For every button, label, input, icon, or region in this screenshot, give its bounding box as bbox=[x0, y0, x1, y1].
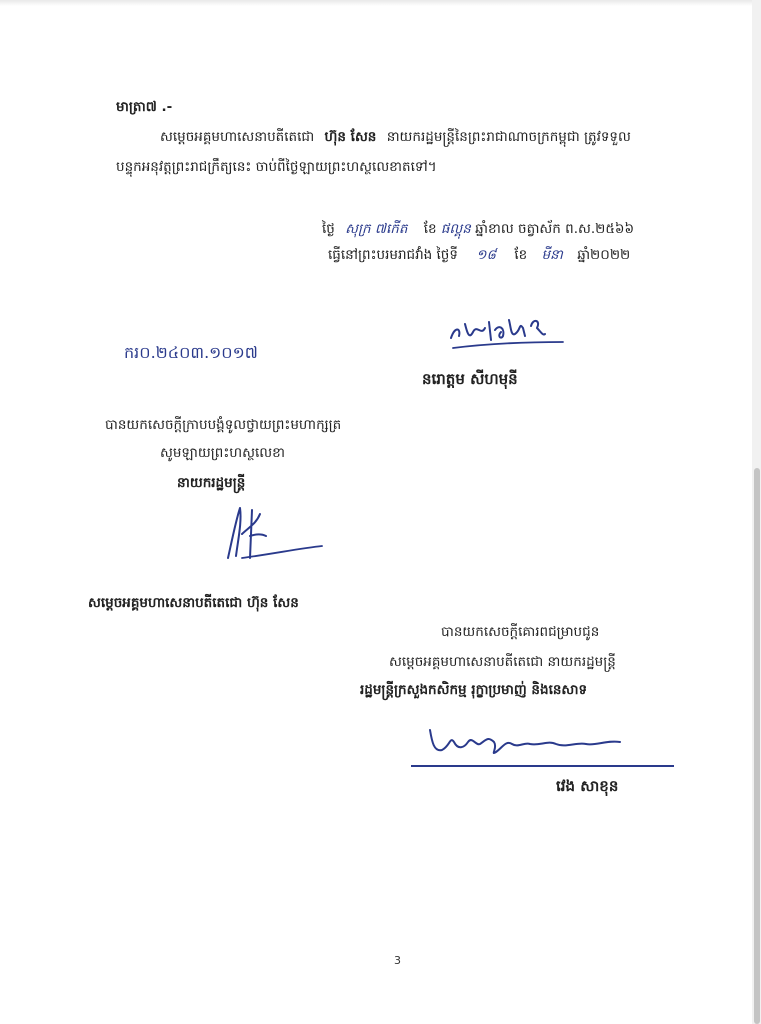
lunar-month-handwritten: ផល្គុន bbox=[440, 221, 471, 237]
vertical-scrollbar[interactable] bbox=[752, 0, 761, 1024]
scrollbar-thumb[interactable] bbox=[754, 468, 760, 1024]
pm-signature-image bbox=[222, 500, 332, 564]
minister-line-2: សម្ដេចអគ្គមហាសេនាបតីតេជោ នាយករដ្ឋមន្ត្រី bbox=[389, 654, 616, 670]
article-text: សម្ដេចអគ្គមហាសេនាបតីតេជោ bbox=[160, 129, 315, 145]
solar-place: ធ្វើនៅព្រះបរមរាជវាំង ថ្ងៃទី bbox=[328, 247, 458, 263]
minister-signature-line bbox=[411, 765, 674, 767]
article-heading: មាត្រា៧ .- bbox=[116, 99, 173, 115]
solar-year: ឆ្នាំ២០២២ bbox=[577, 247, 631, 263]
article-text: នាយករដ្ឋមន្ត្រីនៃព្រះរាជាណាចក្រកម្ពុជា ត្រូវទទួល bbox=[386, 129, 631, 145]
pm-title: នាយករដ្ឋមន្ត្រី bbox=[177, 475, 246, 491]
solar-month-handwritten: មីនា bbox=[541, 247, 563, 263]
article-name: ហ៊ុន សែន bbox=[324, 129, 377, 145]
lunar-prefix: ថ្ងៃ bbox=[322, 221, 335, 237]
solar-month-prefix: ខែ bbox=[514, 247, 528, 263]
minister-name: វេង សាខុន bbox=[556, 777, 619, 795]
pm-line-1: បានយកសេចក្ដីក្រាបបង្គំទូលថ្វាយព្រះមហាក្សត្រ bbox=[105, 417, 342, 433]
page-number: 3 bbox=[394, 954, 401, 967]
article-line-1 bbox=[160, 128, 631, 146]
minister-title: រដ្ឋមន្ត្រីក្រសួងកសិកម្ម រុក្ខាប្រមាញ់ និងនេសាទ bbox=[360, 682, 588, 698]
solar-date-line bbox=[328, 246, 630, 264]
lunar-day-handwritten: សុក្រ ៧កេីត bbox=[345, 221, 408, 237]
pm-line-2: សូមឡាយព្រះហស្ថលេខា bbox=[160, 445, 285, 461]
royal-name: នរោត្តម សីហមុនី bbox=[422, 370, 518, 388]
lunar-year: ឆ្នាំខាល ចត្វាស័ក ព.ស.២៥៦៦ bbox=[475, 221, 635, 237]
pm-name: សម្ដេចអគ្គមហាសេនាបតីតេជោ ហ៊ុន សែន bbox=[88, 595, 299, 611]
lunar-date-line bbox=[322, 220, 634, 238]
reference-number: ករ០.២៤០៣.១០១៧ bbox=[124, 343, 258, 362]
page-edge bbox=[0, 0, 752, 6]
solar-day-handwritten: ១៨ bbox=[476, 247, 497, 263]
article-line-2: បន្ទុកអនុវត្តព្រះរាជក្រឹត្យនេះ ចាប់ពីថ្ងៃឡាយព្រះហស្ថលេខាតទៅ។ bbox=[116, 159, 437, 175]
minister-line-1: បានយកសេចក្ដីគោរពជម្រាបជូន bbox=[441, 624, 600, 640]
minister-signature-image bbox=[420, 722, 640, 762]
lunar-month-prefix: ខែ bbox=[423, 221, 437, 237]
royal-signature-image bbox=[445, 306, 575, 354]
